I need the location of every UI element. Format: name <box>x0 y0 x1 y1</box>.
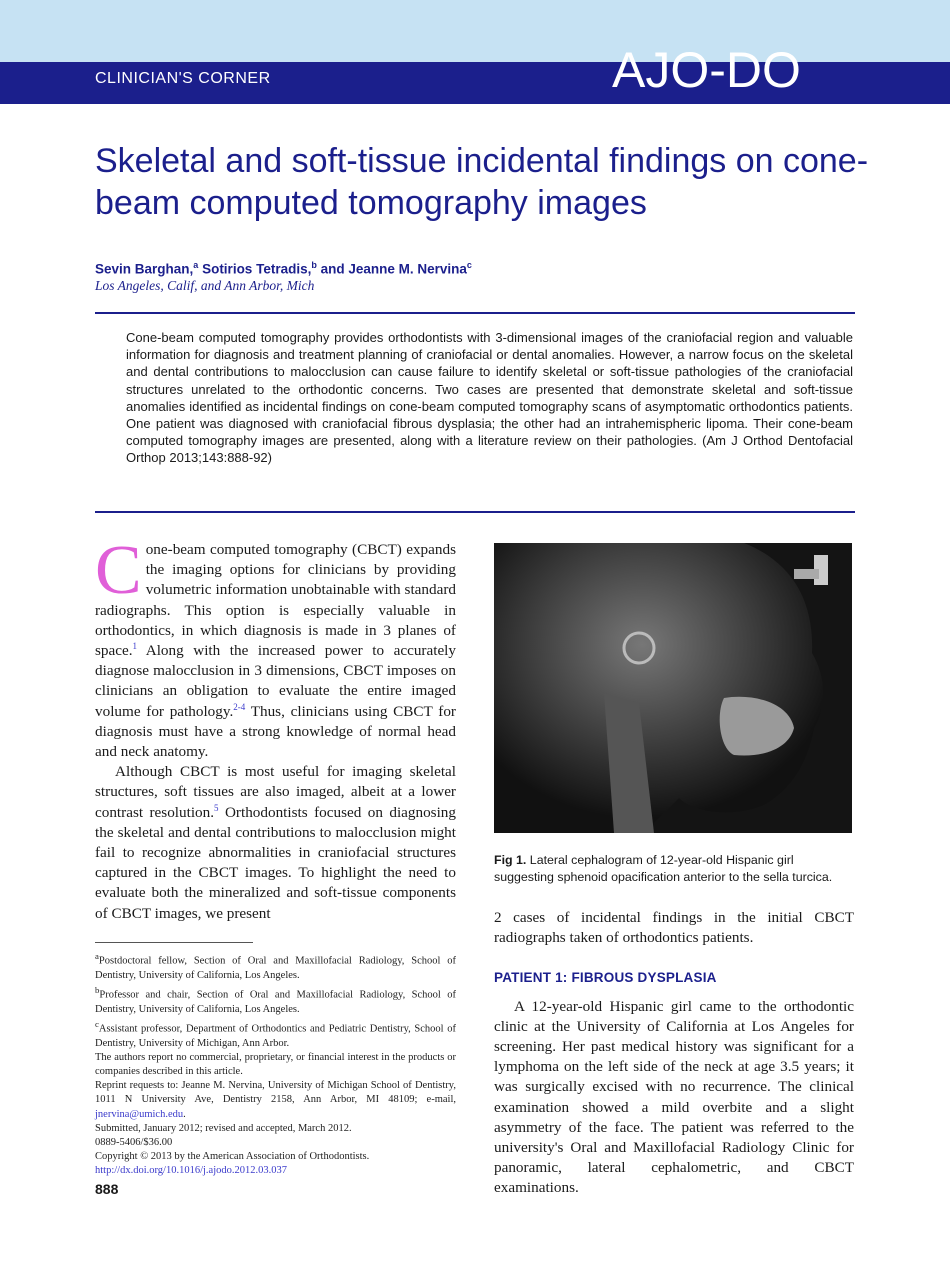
footnote: Copyright © 2013 by the American Association of Orthodontists. <box>95 1151 370 1163</box>
body-paragraph <box>95 532 456 762</box>
author-name: Sevin Barghan, <box>95 261 194 277</box>
abstract-top-rule <box>95 312 855 314</box>
footnote-rule <box>95 942 253 943</box>
footnote: $^a$Postdoctoral fellow, Section of Oral and Maxillofacial Radiology, School of Dentistry, University of California, Los Angeles. <box>95 951 456 981</box>
author-name: and Jeanne M. Nervina <box>320 261 467 277</box>
body-paragraph: 2 cases of incidental findings in the initial CBCT radiographs taken of orthodontics patients. <box>494 909 854 947</box>
author-sup: a <box>193 260 199 270</box>
section-heading: PATIENT 1: FIBROUS DYSPLASIA <box>494 970 717 986</box>
drop-cap: C <box>95 532 142 609</box>
body-text: Orthodontists focused on diagnosing the skeletal and dental contributions to malocclusion might fail to recognize abnormalities in craniofacial structures captured in the CBCT images. To highlight the need to evaluate both the mineralized and soft-tissue components of CBCT images, we present <box>95 803 456 922</box>
abstract-bottom-rule <box>95 511 855 513</box>
cephalogram-image <box>494 543 852 833</box>
body-paragraph: A 12-year-old Hispanic girl came to the orthodontic clinic at the University of California at Los Angeles for screening. Her past medical history was significant for a lymphoma on the left side of the neck at age 3.5 years; it was surgically excised with no recurrence. The clinical examination showed a mild overbite and a slight asymmetry of the face. The patient was referred to the university's Oral and Maxillofacial Radiology Clinic for panoramic, lateral cephalometric, and CBCT examinations. <box>494 997 854 1197</box>
affiliation: Los Angeles, Calif, and Ann Arbor, Mich <box>95 278 315 293</box>
body-text: Thus, clinicians using CBCT for diagnosis must have a strong knowledge of normal head and neck anatomy. <box>95 702 456 761</box>
footnote: The authors report no commercial, proprietary, or financial interest in the products or companies described in this article. <box>95 1051 456 1077</box>
author-name: Sotirios Tetradis, <box>202 261 312 277</box>
footnote: $^c$Assistant professor, Department of Orthodontics and Pediatric Dentistry, School of Dentistry, University of Michigan, Ann Arbor. <box>95 1018 456 1049</box>
email-link[interactable]: jnervina@umich.edu <box>95 1108 184 1120</box>
footnote <box>95 1164 456 1178</box>
author-sup: c <box>466 260 472 270</box>
figure-label: Fig 1. <box>494 853 527 867</box>
footnote: Submitted, January 2012; revised and accepted, March 2012. <box>95 1122 352 1134</box>
footnote: $^b$Professor and chair, Section of Oral and Maxillofacial Radiology, School of Dentistry, University of California, Los Angeles. <box>95 984 456 1015</box>
top-band <box>0 0 950 62</box>
citation-link[interactable]: 5 <box>214 802 219 813</box>
citation-link[interactable]: 2-4 <box>233 701 246 712</box>
body-right-column <box>494 908 854 1199</box>
author-sup: b <box>311 260 317 270</box>
page-number: 888 <box>95 1181 119 1197</box>
footnote: Reprint requests to: Jeanne M. Nervina, University of Michigan School of Dentistry, 1011 N University Ave, Dentistry 2158, Ann Arbor, MI 48109; e-mail, jnervina@umich.edu. <box>95 1080 456 1120</box>
doi-link[interactable]: http://dx.doi.org/10.1016/j.ajodo.2012.03.037 <box>95 1165 288 1177</box>
body-text: one-beam computed tomography (CBCT) expands the imaging options for clinicians by providing volumetric information unobtainable with standard radiographs. This option is especially valuable in orthodontics, in which diagnosis is made in 3 planes of space. <box>95 541 456 660</box>
footnote: 0889-5406/$36.00 <box>95 1136 173 1148</box>
figure-caption-text: Lateral cephalogram of 12-year-old Hispanic girl suggesting sphenoid opacification anterior to the sella turcica. <box>494 853 833 884</box>
article-title: Skeletal and soft-tissue incidental findings on cone-beam computed tomography images <box>95 142 869 222</box>
body-text: Although CBCT is most useful for imaging skeletal structures, soft tissues are also imaged, albeit at a lower contrast resolution. <box>95 763 456 821</box>
section-label: CLINICIAN'S CORNER <box>95 70 271 87</box>
citation-link[interactable]: 1 <box>132 640 138 651</box>
figure-caption <box>494 852 856 886</box>
abstract: Cone-beam computed tomography provides orthodontists with 3-dimensional images of the craniofacial region and valuable information for diagnosis and treatment planning of craniofacial or dental anomalies. However, a narrow focus on the skeletal and dental contributions to malocclusion can cause failure to identify skeletal or soft-tissue pathologies of the craniofacial structures unrelated to the orthodontic concerns. Two cases are presented that demonstrate skeletal and soft-tissue anomalies identified as incidental findings on cone-beam computed tomography scans of asymptomatic orthodontics patients. One patient was diagnosed with craniofacial fibrous dysplasia; the other had an intrahemispheric lipoma. Their cone-beam computed tomography images are presented, along with a literature review on their pathologies. (Am J Orthod Dentofacial Orthop 2013;143:888-92) <box>126 330 853 466</box>
figure-radiograph <box>494 543 852 833</box>
footnotes <box>95 949 456 1179</box>
body-paragraph <box>95 762 456 924</box>
body-text: Along with the increased power to accurately diagnose malocclusion in 3 dimensions, CBCT imposes on clinicians an obligation to evaluate the entire imaged volume for pathology. <box>95 642 456 720</box>
journal-logo: AJO-DO <box>612 42 801 98</box>
author-list <box>95 260 472 277</box>
body-left-column <box>95 532 456 924</box>
